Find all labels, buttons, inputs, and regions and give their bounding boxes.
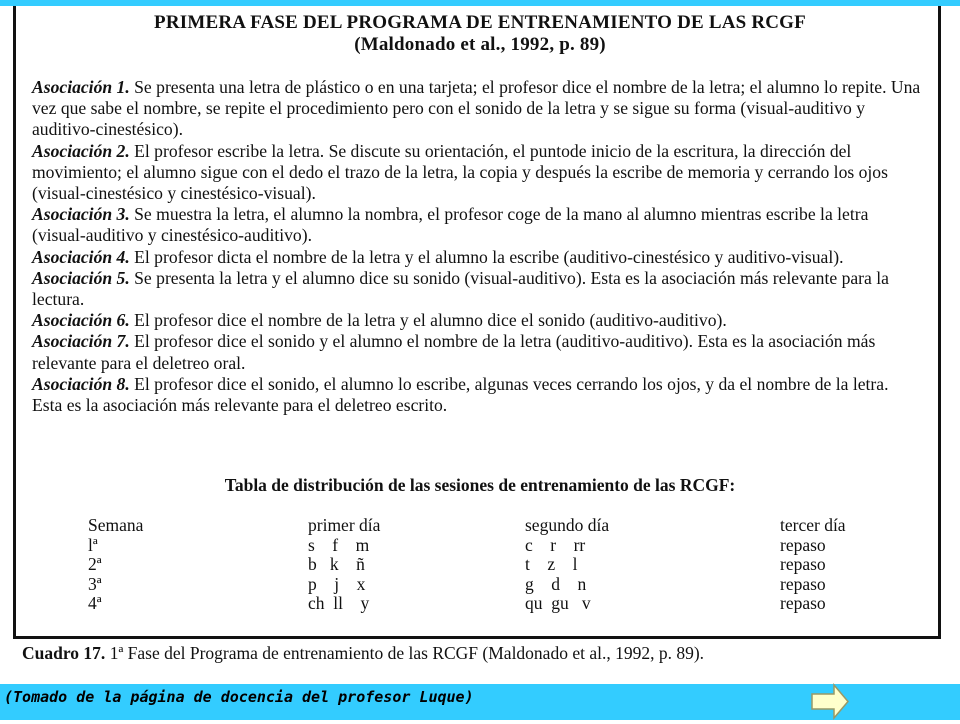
association-6: Asociación 6. El profesor dice el nombre de la letra y el alumno dice el sonido (auditivo-auditivo). xyxy=(32,310,727,331)
header-cell: Semana xyxy=(88,515,144,535)
header-cell: tercer día xyxy=(780,515,846,535)
table-cell: repaso xyxy=(780,593,826,613)
header-cell: primer día xyxy=(308,515,381,535)
table-cell: c r rr xyxy=(525,534,586,555)
associations-list xyxy=(32,77,922,416)
table-cell: repaso xyxy=(780,534,826,555)
figure-caption xyxy=(22,643,942,664)
table-row xyxy=(88,554,888,574)
table-cell: ch ll y xyxy=(308,593,370,613)
next-slide-button[interactable] xyxy=(810,683,850,720)
association-5: Asociación 5. Se presenta la letra y el alumno dice su sonido (visual-auditivo). Esta es la asociación más relevante para la lectura. xyxy=(32,267,889,310)
title-line-2: (Maldonado et al., 1992, p. 89) xyxy=(354,34,606,55)
association-3: Asociación 3. Se muestra la letra, el alumno la nombra, el profesor coge de la mano al alumno mientras escribe la letra (visual-auditivo y cinestésico-auditivo). xyxy=(32,204,869,246)
document-title xyxy=(40,12,920,56)
table-cell: g d n xyxy=(525,573,587,594)
caption-label: Cuadro 17. xyxy=(22,643,106,663)
association-4: Asociación 4. El profesor dicta el nombre de la letra y el alumno la escribe (auditivo-cinestésico y auditivo-visual). xyxy=(32,246,844,267)
schedule-table xyxy=(88,515,888,613)
schedule-table-title: Tabla de distribución de las sesiones de entrenamiento de las RCGF: xyxy=(224,475,736,495)
table-cell: lª xyxy=(88,534,98,555)
table-cell: repaso xyxy=(780,554,826,574)
table-cell: 2ª xyxy=(88,554,102,574)
table-cell: p j x xyxy=(308,573,366,594)
caption-text: 1ª Fase del Programa de entrenamiento de las RCGF (Maldonado et al., 1992, p. 89). xyxy=(105,643,705,663)
table-row xyxy=(88,535,888,555)
table-cell: qu gu v xyxy=(525,593,591,613)
right-arrow-icon xyxy=(810,683,850,720)
association-8: Asociación 8. El profesor dice el sonido, el alumno lo escribe, algunas veces cerrando los ojos, y da el nombre de la letra. Esta es la asociación más relevante para el deletreo escrito. xyxy=(32,373,889,416)
table-cell: b k ñ xyxy=(308,554,365,574)
table-cell: s f m xyxy=(308,534,370,555)
header-cell: segundo día xyxy=(525,515,610,535)
table-cell: 3ª xyxy=(88,573,102,594)
table-header-row xyxy=(88,515,888,535)
table-row xyxy=(88,593,888,613)
table-row xyxy=(88,574,888,594)
title-line-1: PRIMERA FASE DEL PROGRAMA DE ENTRENAMIENTO DE LAS RCGF xyxy=(154,12,806,33)
table-cell: repaso xyxy=(780,573,826,594)
source-credit: (Tomado de la página de docencia del profesor Luque) xyxy=(4,688,474,706)
association-2: Asociación 2. El profesor escribe la letra. Se discute su orientación, el puntode inicio de la escritura, la dirección del movimiento; el alumno sigue con el dedo el trazo de la letra, la copia y después la escribe de memoria y cerrando los ojos (visual-cinestésico y cinestésico-visual). xyxy=(32,140,888,204)
association-1: Asociación 1. Se presenta una letra de plástico o en una tarjeta; el profesor dice el nombre de la letra; el alumno lo repite. Una vez que sabe el nombre, se repite el procedimiento pero con el sonido de la letra y se sigue su forma (visual-auditivo y auditivo-cinestésico). xyxy=(32,77,921,140)
table-cell: t z l xyxy=(525,554,578,574)
association-7: Asociación 7. El profesor dice el sonido y el alumno el nombre de la letra (auditivo-auditivo). Esta es la asociación más relevante para el deletreo oral. xyxy=(32,331,876,373)
table-cell: 4ª xyxy=(88,593,102,613)
